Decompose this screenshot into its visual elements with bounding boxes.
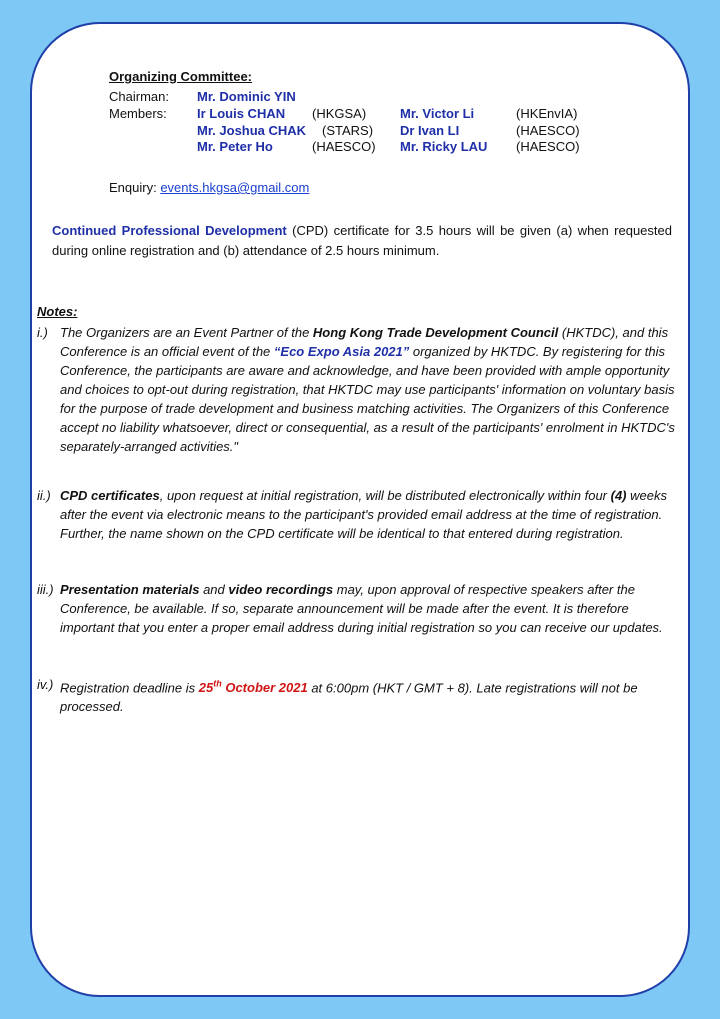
cpd-paragraph (52, 221, 672, 261)
note-bold-part: Presentation materials (60, 582, 200, 597)
note-text-part: (HKTDC), and this Conference is an official event of the (60, 325, 669, 359)
enquiry-label: Enquiry: (109, 180, 157, 195)
note-number: ii.) (37, 488, 51, 503)
note-text-part: at 6:00pm (HKT / GMT + 8). Late registrations will not be processed. (60, 680, 638, 715)
note-number: iii.) (37, 582, 54, 597)
deadline-month: October 2021 (221, 680, 308, 696)
note-text-part: , upon request at initial registration, will be distributed electronically within four (159, 488, 611, 503)
note-number: i.) (37, 325, 48, 340)
cpd-text: (CPD) certificate for 3.5 hours will be given (a) when requested during online registration and (b) attendance of 2.5 hours minimum. (52, 223, 672, 258)
member-org: (HKGSA) (312, 106, 367, 121)
note-number: iv.) (37, 677, 54, 692)
chairman-name: Mr. Dominic YIN (197, 89, 296, 104)
note-text (60, 675, 682, 716)
deadline-date (199, 680, 308, 695)
member-name: Mr. Ricky LAU (400, 139, 488, 154)
note-text (60, 580, 682, 637)
note-highlight: “Eco Expo Asia 2021” (273, 344, 410, 359)
member-org: (STARS) (322, 123, 374, 138)
member-org: (HAESCO) (516, 139, 580, 154)
chairman-label: Chairman: (109, 89, 169, 104)
member-name: Mr. Joshua CHAK (197, 123, 307, 138)
note-bold-part: video recordings (228, 582, 334, 597)
note-text-part: weeks after the event via electronic means to the participant's provided email address at the time of registration. Further, the name shown on the CPD certificate will be identical to that entered during registration. (60, 488, 667, 541)
note-item (37, 323, 682, 463)
deadline-suffix: th (213, 679, 222, 689)
note-bold-part: CPD certificates (60, 488, 160, 503)
member-org: (HKEnvIA) (516, 106, 578, 121)
note-bold-part: Hong Kong Trade Development Council (312, 325, 559, 340)
note-text (60, 486, 682, 543)
note-text-part: The Organizers are an Event Partner of the (60, 325, 313, 340)
note-item (37, 580, 682, 660)
notes-title: Notes: (37, 304, 78, 319)
note-text-part: organized by HKTDC. By registering for this Conference, the participants are aware and acknowledge, and have been provided with ample opportunity and choices to opt-out during registration, that HKTDC may use participants' information on voluntary basis for the purpose of trade development and business matching activities. The Organizers of this Conference accept no liability whatsoever, direct or consequential, as a result of the participants' enrolment in HKTDC's separately-arranged activities." (60, 344, 675, 454)
member-org: (HAESCO) (312, 139, 376, 154)
enquiry-email-link[interactable]: events.hkgsa@gmail.com (160, 180, 310, 195)
cpd-lead: Continued Professional Development (52, 223, 287, 238)
note-text-part: may, upon approval of respective speakers after the Conference, be available. If so, separate announcement will be made after the event. It is therefore important that you enter a proper email address during initial registration so you can receive our updates. (60, 582, 663, 635)
member-org: (HAESCO) (516, 123, 580, 138)
note-item (37, 486, 682, 566)
note-text (60, 323, 682, 456)
note-text-part: and (199, 582, 229, 597)
committee-title: Organizing Committee: (109, 69, 253, 84)
member-name: Dr Ivan LI (400, 123, 460, 138)
members-label: Members: (109, 106, 167, 121)
note-bold-part: (4) (610, 488, 627, 503)
member-name: Mr. Peter Ho (197, 139, 273, 154)
member-name: Mr. Victor Li (400, 106, 475, 121)
member-name: Ir Louis CHAN (197, 106, 286, 121)
note-item (37, 675, 682, 715)
deadline-day: 25 (198, 680, 214, 696)
note-text-part: Registration deadline is (60, 680, 199, 696)
enquiry-line (109, 180, 309, 195)
